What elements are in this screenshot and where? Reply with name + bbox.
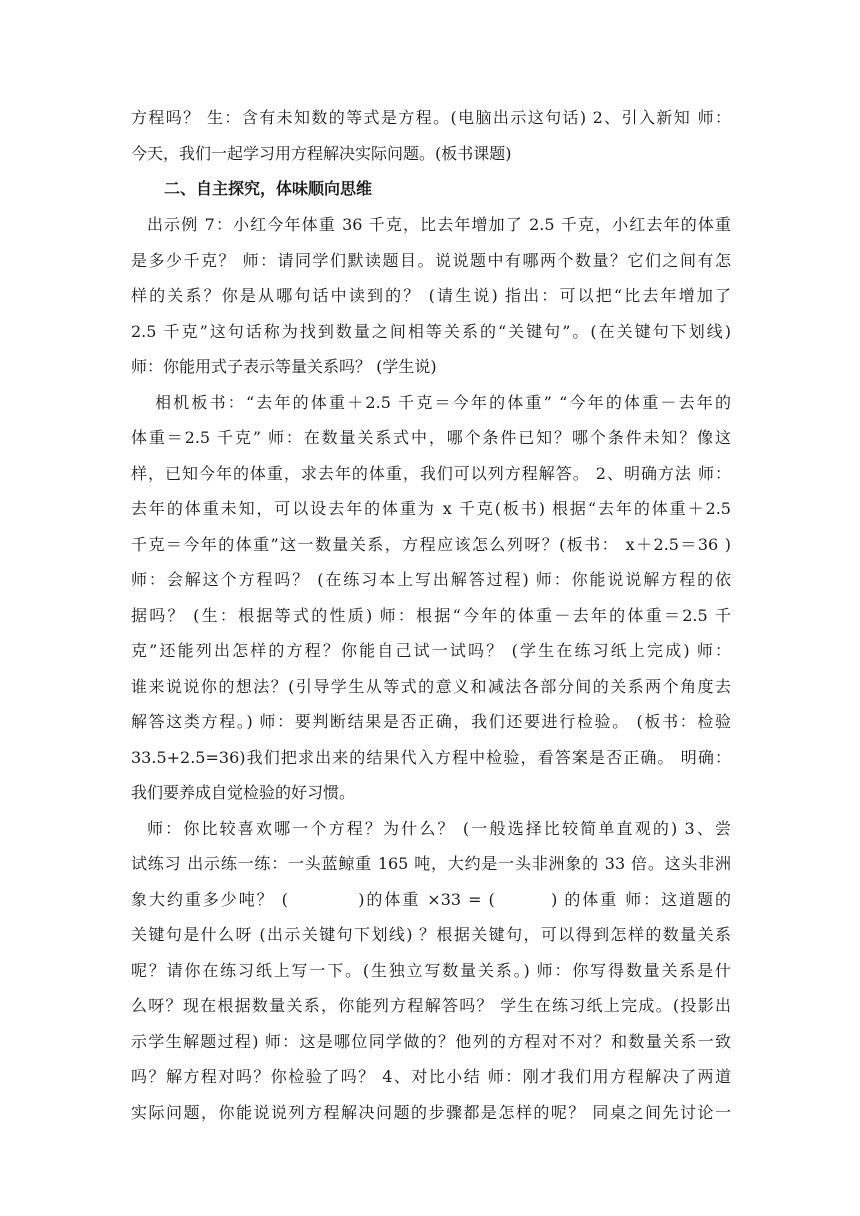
- text-line: 今天，我们一起学习用方程解决实际问题。(板书课题): [131, 144, 512, 163]
- text-line: 去年的体重未知，可以设去年的体重为 x 千克(板书) 根据“去年的体重＋2.5: [131, 499, 731, 518]
- text-line: 师：会解这个方程吗？ (在练习本上写出解答过程) 师：你能说说解方程的依: [131, 570, 731, 589]
- text-line: 呢？请你在练习纸上写一下。(生独立写数量关系。) 师：你写得数量关系是什: [131, 961, 731, 980]
- text-line: 33.5+2.5=36)我们把求出来的结果代入方程中检验，看答案是否正确。 明确：: [131, 748, 731, 767]
- text-line: 体重＝2.5 千克” 师：在数量关系式中，哪个条件已知？哪个条件未知？像这: [131, 428, 731, 447]
- text-line: 师：你比较喜欢哪一个方程？为什么？ (一般选择比较简单直观的) 3、尝: [147, 819, 731, 838]
- text-line: 克”还能列出怎样的方程？你能自己试一试吗？ (学生在练习纸上完成) 师：: [131, 641, 731, 660]
- text-line: 样，已知今年的体重，求去年的体重，我们可以列方程解答。 2、明确方法 师：: [131, 464, 731, 483]
- text-line: 试练习 出示练一练：一头蓝鲸重 165 吨，大约是一头非洲象的 33 倍。这头非洲: [131, 854, 731, 873]
- text-line: 样的关系？你是从哪句话中读到的？ (请生说) 指出：可以把“比去年增加了: [131, 286, 731, 305]
- text-line: 出示例 7：小红今年体重 36 千克，比去年增加了 2.5 千克，小红去年的体重: [147, 215, 731, 234]
- text-line: 千克＝今年的体重”这一数量关系，方程应该怎么列呀？(板书： x＋2.5＝36 ): [131, 535, 731, 554]
- text-line: 实际问题，你能说说列方程解决问题的步骤都是怎样的呢？ 同桌之间先讨论一: [131, 1103, 731, 1122]
- text-line: 2.5 千克”这句话称为找到数量之间相等关系的“关键句”。(在关键句下划线): [131, 322, 731, 341]
- text-line: 解答这类方程。) 师：要判断结果是否正确，我们还要进行检验。 (板书：检验: [131, 712, 731, 731]
- section-heading: 二、自主探究，体味顺向思维: [164, 179, 373, 198]
- text-line: 关键句是什么呀 (出示关键句下划线) ？根据关键句，可以得到怎样的数量关系: [131, 925, 731, 944]
- text-line: 象大约重多少吨？ ( )的体重 ×33 = ( ) 的体重 师：这道题的: [131, 890, 731, 909]
- text-line: 相机板书：“去年的体重＋2.5 千克＝今年的体重” “今年的体重－去年的: [155, 393, 731, 412]
- text-line: 么呀？现在根据数量关系，你能列方程解答吗？ 学生在练习纸上完成。(投影出: [131, 996, 731, 1015]
- text-line: 示学生解题过程) 师：这是哪位同学做的？他列的方程对不对？和数量关系一致: [131, 1032, 731, 1051]
- text-line: 师：你能用式子表示等量关系吗？ (学生说): [131, 357, 437, 376]
- text-line: 吗？解方程对吗？你检验了吗？ 4、对比小结 师：刚才我们用方程解决了两道: [131, 1067, 731, 1086]
- text-line: 我们要养成自觉检验的好习惯。: [131, 783, 356, 802]
- text-line: 是多少千克？ 师：请同学们默读题目。说说题中有哪两个数量？它们之间有怎: [131, 251, 731, 270]
- text-line: 方程吗？ 生：含有未知数的等式是方程。(电脑出示这句话) 2、引入新知 师：: [131, 108, 731, 127]
- text-line: 据吗？ (生：根据等式的性质) 师：根据“今年的体重－去年的体重＝2.5 千: [131, 606, 731, 625]
- text-line: 谁来说说你的想法？(引导学生从等式的意义和减法各部分间的关系两个角度去: [131, 677, 731, 696]
